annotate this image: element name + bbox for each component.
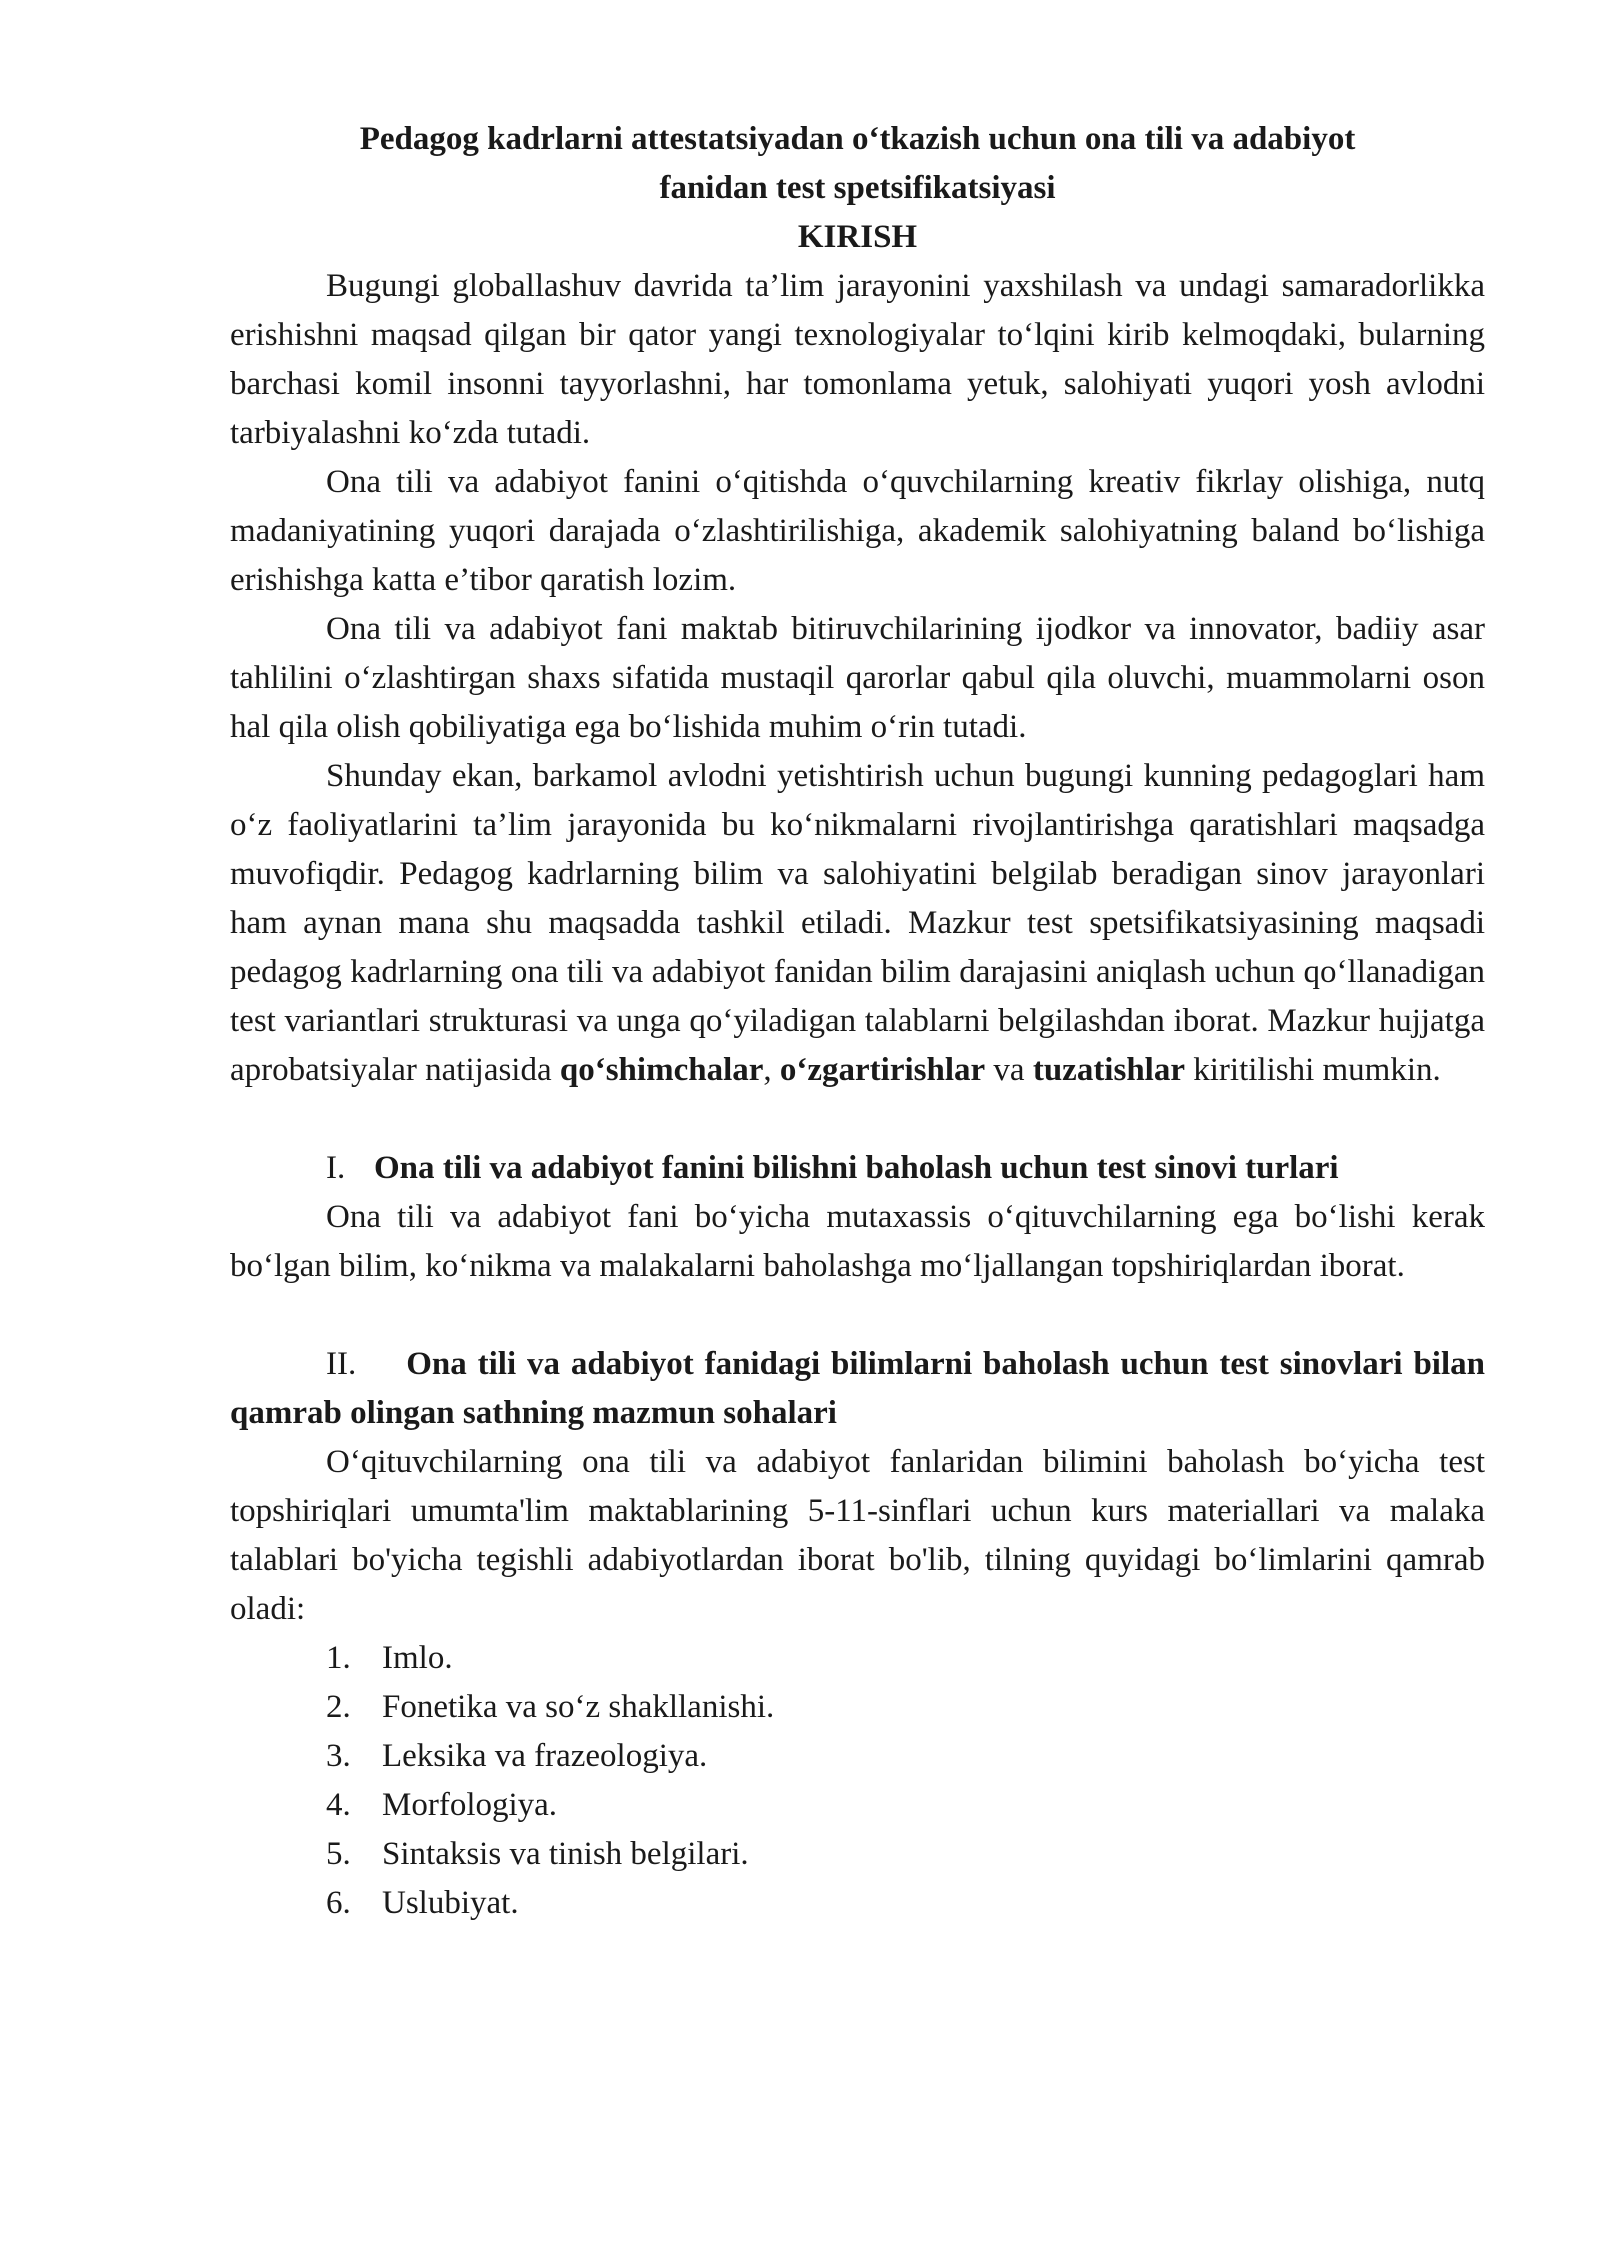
intro-paragraph-2: Ona tili va adabiyot fanini o‘qitishda o‘quvchilarning kreativ fikrlay olishiga, nutq madaniyatining yuqori darajada o‘zlashtirilishiga, akademik salohiyatning baland bo‘lishiga erishishga katta e’tibor qaratish lozim.	[230, 464, 1485, 598]
list-item-number: 5.	[326, 1836, 351, 1872]
list-item	[326, 1781, 1485, 1830]
para4-sep-1: ,	[763, 1052, 780, 1088]
bold-term-corrections: tuzatishlar	[1032, 1052, 1185, 1088]
title-line-1: Pedagog kadrlarni attestatsiyadan o‘tkazish uchun ona tili va adabiyot	[359, 121, 1356, 157]
para4-sep-2: va	[985, 1052, 1033, 1088]
spacer	[230, 1291, 1485, 1340]
list-item	[326, 1830, 1485, 1879]
list-item	[326, 1732, 1485, 1781]
section-1-heading	[326, 1144, 1485, 1193]
intro-paragraph-3: Ona tili va adabiyot fani maktab bitiruvchilarining ijodkor va innovator, badiiy asar tahlilini o‘zlashtirgan shaxs sifatida mustaqil qarorlar qabul qila oluvchi, muammolarni oson hal qila olish qobiliyatiga ega bo‘lishida muhim o‘rin tutadi.	[230, 611, 1485, 745]
list-item	[326, 1683, 1485, 1732]
section-2-title: Ona tili va adabiyot fanidagi bilimlarni baholash uchun test sinovlari bilan qamrab olingan sathning mazmun sohalari	[230, 1346, 1485, 1431]
topics-list	[230, 1634, 1485, 1928]
list-item	[326, 1634, 1485, 1683]
list-item-label: Uslubiyat.	[382, 1885, 519, 1921]
section-2-body: O‘qituvchilarning ona tili va adabiyot fanlaridan bilimini baholash bo‘yicha test topshiriqlari umumta'lim maktablarining 5-11-sinflari uchun kurs materiallari va malaka talablari bo'yicha tegishli adabiyotlardan iborat bo'lib, tilning quyidagi bo‘limlarini qamrab oladi:	[230, 1444, 1485, 1627]
list-item-label: Fonetika va so‘z shakllanishi.	[382, 1689, 775, 1725]
list-item-number: 4.	[326, 1787, 351, 1823]
section-2-number: II.	[326, 1346, 357, 1382]
bold-term-additions: qo‘shimchalar	[559, 1052, 764, 1088]
para4-text: Shunday ekan, barkamol avlodni yetishtirish uchun bugungi kunning pedagoglari ham o‘z faoliyatlarini ta’lim jarayonida bu ko‘nikmalarni rivojlantirishga qaratishlari maqsadga muvofiqdir. Pedagog kadrlarning bilim va salohiyatini belgilab beradigan sinov jarayonlari ham aynan mana shu maqsadda tashkil etiladi. Mazkur test spetsifikatsiyasining maqsadi pedagog kadrlarning ona tili va adabiyot fanidan bilim darajasini aniqlash uchun qo‘llanadigan test variantlari strukturasi va unga qo‘yiladigan talablarni belgilashdan iborat. Mazkur hujjatga aprobatsiyalar natijasida	[230, 758, 1485, 1088]
list-item-number: 6.	[326, 1885, 351, 1921]
section-1-body: Ona tili va adabiyot fani bo‘yicha mutaxassis o‘qituvchilarning ega bo‘lishi kerak bo‘lgan bilim, ko‘nikma va malakalarni baholashga mo‘ljallangan topshiriqlardan iborat.	[230, 1199, 1485, 1284]
section-1-number: I.	[326, 1150, 346, 1186]
list-item-label: Sintaksis va tinish belgilari.	[382, 1836, 749, 1872]
list-item-number: 3.	[326, 1738, 351, 1774]
para4-text-end: kiritilishi mumkin.	[1185, 1052, 1441, 1088]
document-title	[230, 115, 1485, 262]
bold-term-changes: o‘zgartirishlar	[779, 1052, 986, 1088]
intro-paragraph-4	[230, 752, 1485, 1095]
title-line-2: fanidan test spetsifikatsiyasi	[659, 170, 1056, 206]
intro-heading: KIRISH	[797, 219, 918, 255]
intro-paragraph-1: Bugungi globallashuv davrida ta’lim jarayonini yaxshilash va undagi samaradorlikka erishishni maqsad qilgan bir qator yangi texnologiyalar to‘lqini kirib kelmoqdaki, bularning barchasi komil insonni tayyorlashni, har tomonlama yetuk, salohiyati yuqori yosh avlodni tarbiyalashni ko‘zda tutadi.	[230, 268, 1485, 451]
list-item	[326, 1879, 1485, 1928]
document-body	[230, 115, 1485, 1928]
list-item-label: Morfologiya.	[382, 1787, 558, 1823]
list-item-number: 2.	[326, 1689, 351, 1725]
section-1-title: Ona tili va adabiyot fanini bilishni baholash uchun test sinovi turlari	[374, 1150, 1339, 1186]
list-item-label: Leksika va frazeologiya.	[382, 1738, 708, 1774]
list-item-label: Imlo.	[382, 1640, 453, 1676]
list-item-number: 1.	[326, 1640, 351, 1676]
section-2-heading	[230, 1340, 1485, 1438]
spacer	[230, 1095, 1485, 1144]
